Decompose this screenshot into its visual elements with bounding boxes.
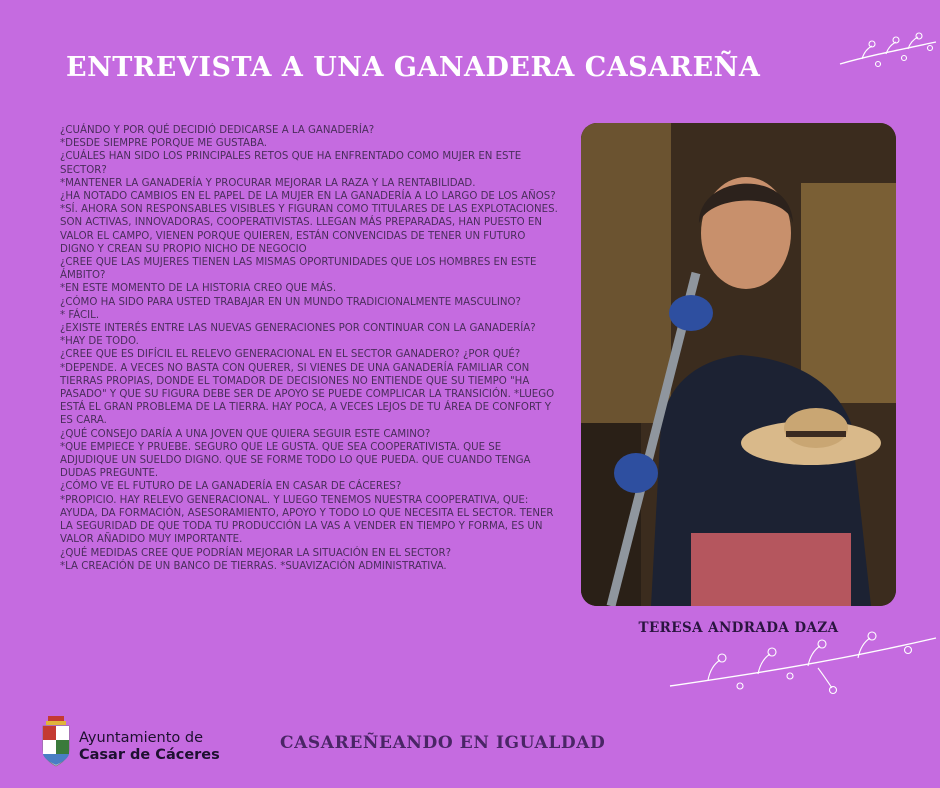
answer: *LA CREACIÓN DE UN BANCO DE TIERRAS. *SUAVIZACIÓN ADMINISTRATIVA. (60, 560, 447, 572)
question: ¿CREE QUE LAS MUJERES TIENEN LAS MISMAS OPORTUNIDADES QUE LOS HOMBRES EN ESTE ÁMBITO? (60, 257, 537, 282)
question: ¿CÓMO HA SIDO PARA USTED TRABAJAR EN UN MUNDO TRADICIONALMENTE MASCULINO? (60, 296, 521, 308)
answer: *PROPICIO. HAY RELEVO GENERACIONAL. Y LUEGO TENEMOS NUESTRA COOPERATIVA, QUE: AYUDA, DA FORMACIÓN, ASESORAMIENTO, APOYO Y TODO LO QUE NECESITA EL SECTOR. TENER LA SEGURIDAD DE QUE TODA TU PRODUCCIÓN LA VAS A VENDER EN TIEMPO Y FORMA, ES UN VALOR AÑADIDO MUY IMPORTANTE. (60, 494, 554, 546)
answer: *DESDE SIEMPRE PORQUE ME GUSTABA. (60, 138, 268, 150)
logo-line-2: Casar de Cáceres (79, 747, 220, 763)
answer: *EN ESTE MOMENTO DE LA HISTORIA CREO QUE MÁS. (60, 283, 337, 295)
interview-text (60, 124, 560, 573)
question: ¿CUÁNDO Y POR QUÉ DECIDIÓ DEDICARSE A LA GANADERÍA? (60, 125, 375, 136)
municipality-logo-text (79, 730, 220, 764)
question: ¿HA NOTADO CAMBIOS EN EL PAPEL DE LA MUJER EN LA GANADERÍA A LO LARGO DE LOS AÑOS? (60, 191, 556, 203)
page-title: ENTREVISTA A UNA GANADERA CASAREÑA (66, 52, 761, 83)
answer: *HAY DE TODO. (60, 336, 139, 348)
logo-line-1: Ayuntamiento de (79, 730, 204, 746)
question: ¿CÓMO VE EL FUTURO DE LA GANADERÍA EN CASAR DE CÁCERES? (60, 481, 402, 493)
answer: *SÍ. AHORA SON RESPONSABLES VISIBLES Y FIGURAN COMO TITULARES DE LAS EXPLOTACIONES. SON ACTIVAS, INNOVADORAS, COOPERATIVISTAS. LLEGAN MÁS PREPARADAS, HAN PUESTO EN VALOR EL CAMPO, VIENEN PORQUE QUIEREN, ESTÁN CONVENCIDAS DE TENER UN FUTURO DIGNO Y CREAN SU PROPIO NICHO DE NEGOCIO (60, 204, 558, 255)
question: ¿QUÉ MEDIDAS CREE QUE PODRÍAN MEJORAR LA SITUACIÓN EN EL SECTOR? (60, 547, 451, 559)
campaign-slogan: CASAREÑEANDO EN IGUALDAD (280, 733, 606, 753)
answer: * FÁCIL. (60, 309, 100, 321)
portrait-photo (581, 123, 896, 606)
question: ¿EXISTE INTERÉS ENTRE LAS NUEVAS GENERACIONES POR CONTINUAR CON LA GANADERÍA? (60, 323, 536, 335)
photo-caption: TERESA ANDRADA DAZA (638, 620, 839, 636)
question: ¿CREE QUE ES DIFÍCIL EL RELEVO GENERACIONAL EN EL SECTOR GANADERO? ¿POR QUÉ? (60, 349, 521, 361)
answer: *MANTENER LA GANADERÍA Y PROCURAR MEJORAR LA RAZA Y LA RENTABILIDAD. (60, 177, 476, 189)
coat-of-arms-logo (40, 716, 72, 768)
question: ¿CUÁLES HAN SIDO LOS PRINCIPALES RETOS QUE HA ENFRENTADO COMO MUJER EN ESTE SECTOR? (60, 151, 522, 176)
answer: *QUE EMPIECE Y PRUEBE. SEGURO QUE LE GUSTA. QUE SEA COOPERATIVISTA. QUE SE ADJUDIQUE UN SUELDO DIGNO. QUE SE FORME TODO LO QUE PUEDA. QUE CUANDO TENGA DUDAS PREGUNTE. (60, 441, 531, 480)
flower-branch-decoration (838, 30, 938, 78)
question: ¿QUÉ CONSEJO DARÍA A UNA JOVEN QUE QUIERA SEGUIR ESTE CAMINO? (60, 428, 431, 440)
flower-branch-decoration (668, 628, 940, 696)
answer: *DEPENDE. A VECES NO BASTA CON QUERER, SI VIENES DE UNA GANADERÍA FAMILIAR CON TIERRAS PROPIAS, DONDE EL TOMADOR DE DECISIONES NO ENTIENDE QUE SU TIEMPO "HA PASADO" Y QUE SU FIGURA DEBE SER DE APOYO SE PUEDE COMPLICAR LA TRANSICIÓN. *LUEGO ESTÁ EL GRAN PROBLEMA DE LA TIERRA. HAY POCA, A VECES LEJOS DE TU ÁREA DE CONFORT Y ES CARA. (60, 362, 555, 427)
